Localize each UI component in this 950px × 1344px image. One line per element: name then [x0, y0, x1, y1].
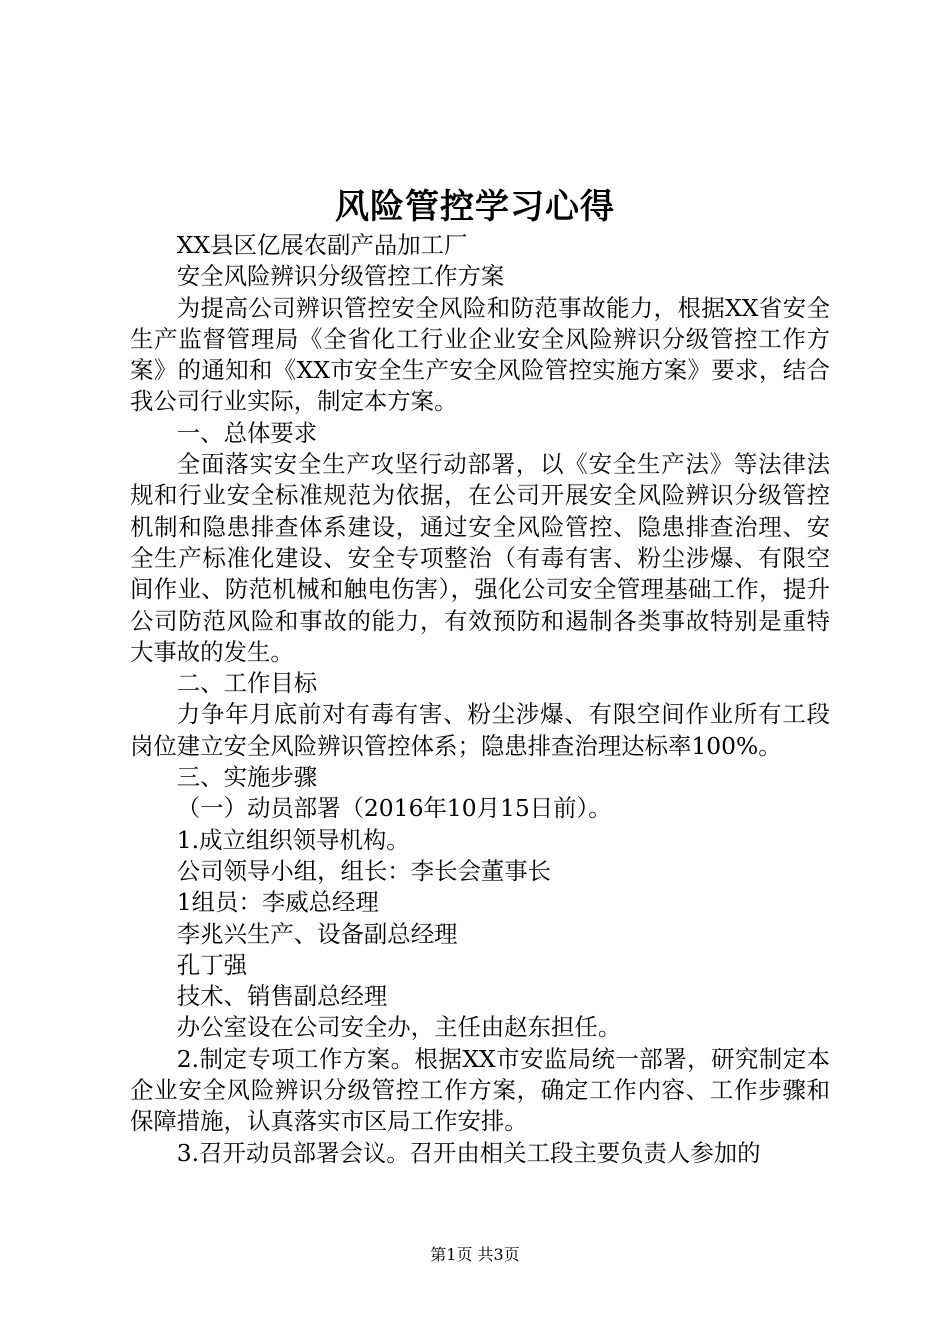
item-work-plan: 2.制定专项工作方案。根据XX市安监局统一部署，研究制定本企业安全风险辨识分级管控工作方案，确定工作内容、工作步骤和保障措施，认真落实市区局工作安排。	[130, 1044, 830, 1136]
page-number-footer: 第1页 共3页	[430, 1245, 520, 1264]
heading-implementation-steps: 三、实施步骤	[176, 763, 318, 792]
paragraph-plan-title: 安全风险辨识分级管控工作方案	[176, 262, 505, 291]
item-establish-organization: 1.成立组织领导机构。	[176, 825, 410, 854]
line-member-2: 李兆兴生产、设备副总经理	[176, 919, 458, 948]
heading-work-goals: 二、工作目标	[176, 669, 318, 698]
line-member-3: 孔丁强	[176, 950, 247, 979]
subheading-mobilization: （一）动员部署（2016年10月15日前）。	[176, 794, 612, 823]
line-office: 办公室设在公司安全办，主任由赵东担任。	[176, 1013, 622, 1042]
line-member-3-role: 技术、销售副总经理	[176, 982, 388, 1011]
line-member-1: 1组员：李威总经理	[176, 888, 379, 917]
paragraph-general-requirements: 全面落实安全生产攻坚行动部署，以《安全生产法》等法律法规和行业安全标准规范为依据，在公司开展安全风险辨识分级管控机制和隐患排查体系建设，通过安全风险管控、隐患排查治理、安全生产标准化建设、安全专项整治（有毒有害、粉尘涉爆、有限空间作业、防范机械和触电伤害），强化公司安全管理基础工作，提升公司防范风险和事故的能力，有效预防和遏制各类事故特别是重特大事故的发生。	[130, 450, 830, 666]
item-mobilization-meeting: 3.召开动员部署会议。召开由相关工段主要负责人参加的	[176, 1138, 761, 1167]
page-title: 风险管控学习心得	[335, 187, 615, 227]
heading-general-requirements: 一、总体要求	[176, 418, 318, 447]
paragraph-work-goals: 力争年月底前对有毒有害、粉尘涉爆、有限空间作业所有工段岗位建立安全风险辨识管控体系；隐患排查治理达标率100%。	[130, 700, 830, 760]
paragraph-intro: 为提高公司辨识管控安全风险和防范事故能力，根据XX省安全生产监督管理局《全省化工行业企业安全风险辨识分级管控工作方案》的通知和《XX市安全生产安全风险管控实施方案》要求，结合我公司行业实际，制定本方案。	[130, 293, 830, 416]
document-body	[130, 230, 830, 1169]
line-leadership-group: 公司领导小组，组长：李长会董事长	[176, 856, 552, 885]
paragraph-company-name: XX县区亿展农副产品加工厂	[176, 231, 468, 259]
